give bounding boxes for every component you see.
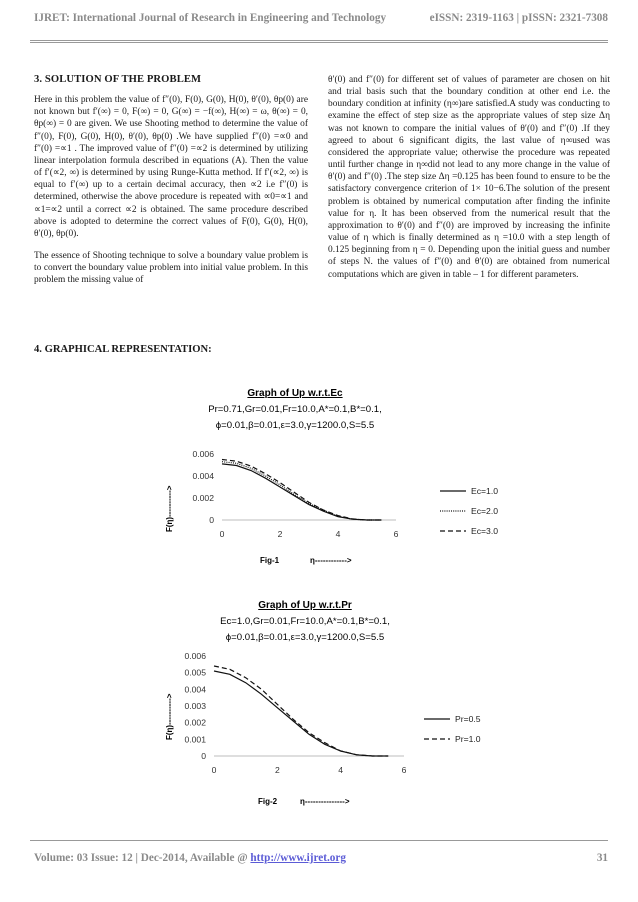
x-axis-label: η--------------->	[300, 797, 350, 806]
chart-subtitle-2: ϕ=0.01,β=0.01,ε=3.0,γ=1200.0,S=5.5	[215, 420, 375, 431]
journal-link[interactable]: http://www.ijret.org	[250, 852, 346, 864]
series-line	[214, 671, 388, 756]
footer-divider	[30, 840, 608, 841]
left-column	[34, 74, 308, 297]
header-divider	[30, 40, 608, 43]
y-tick-label: 0.004	[184, 684, 206, 695]
x-tick-label: 4	[338, 765, 344, 775]
footer-volume	[34, 852, 346, 864]
x-tick-label: 4	[335, 529, 341, 539]
chart-subtitle-1: Pr=0.71,Gr=0.01,Fr=10.0,A*=0.1,B*=0.1,	[208, 404, 382, 415]
plot-area	[192, 449, 498, 539]
x-tick-label: 2	[274, 765, 280, 775]
y-tick-label: 0.005	[184, 667, 206, 678]
x-axis-label: η------------>	[310, 556, 352, 565]
y-axis-label: F(η)---------->	[165, 693, 174, 740]
x-tick-label: 0	[219, 529, 225, 539]
y-tick-label: 0.002	[184, 717, 206, 728]
legend-label: Ec=2.0	[471, 506, 498, 516]
right-column	[328, 74, 610, 291]
right-column-paragraph: θ′(0) and f″(0) for different set of values of parameter are chosen on hit and trial basis such that the boundary condition at other end i.e. the boundary condition at infinity (η∞)are satisfied.A study was conducting to examine the effect of step size as the appropriate values of step size Δη was not known to compare the initial values of θ′(0) and f″(0) .If they agreed to about 6 significant digits, the last value of η∞used was considered the appropriate value; otherwise the procedure was repeated until further change in η∞did not lead to any more change in the value of θ′(0) and f″(0) .The step size Δη =0.125 has been found to ensure to be the satisfactory convergence criterion of 1× 10−6.The solution of the present problem is obtained by numerical computation after finding the infinite value for η. It has been observed from the numerical result that the approximation to θ′(0) and f″(0) are improved by increasing the infinite value of η which is finally determined as η =10.0 with a step length of 0.125 beginning from η = 0. Depending upon the initial guess and number of steps N. the values of f″(0) and θ′(0) are obtained from numerical computations which are given in table – 1 for different parameters.	[328, 75, 610, 280]
series-line	[222, 464, 382, 520]
y-tick-label: 0.002	[192, 493, 214, 503]
figure-caption: Fig-2	[258, 797, 278, 806]
page-footer	[34, 852, 608, 864]
y-tick-label: 0	[209, 515, 214, 525]
page-number: 31	[596, 852, 608, 864]
legend-label: Ec=1.0	[471, 486, 498, 496]
series-line	[222, 462, 382, 520]
y-tick-label: 0.003	[184, 701, 206, 711]
section-3-paragraph-1: Here in this problem the value of f″(0), F(0), G(0), H(0), θ′(0), θp(0) are not known but f′(∞) = 0, F(∞) = 0, G(∞) = −f(∞), H(∞) = ω, θ(∞) = 0, θp(∞) = 0 are given. We use Shooting method to determine the value of f″(0), F(0), G(0), H(0), θ′(0), θp(0) .We have supplied f″(0) =∝0 and f″(0) =∝1 . The improved value of f″(0) =∝2 is determined by utilizing linear interpolation formula described in equations (A). Then the value of f′(∝2, ∞) is determined by using Runge-Kutta method. If f′(∝2, ∞) is equal to f′(∞) up to a certain decimal accuracy, then ∝2 i.e f″(0) is determined, otherwise the above procedure is repeated with ∝0=∝1 and ∝1=∝2 until a correct ∝2 is obtained. The same procedure described above is adopted to determine the correct values of F(0), G(0), H(0), θ′(0), θp(0).	[34, 95, 308, 239]
y-tick-label: 0.006	[192, 449, 214, 459]
y-axis-label: F(η)---------->	[165, 485, 174, 532]
journal-name: IJRET: International Journal of Research in Engineering and Technology	[34, 12, 387, 24]
section-3-paragraph-2: The essence of Shooting technique to solve a boundary value problem is to convert the boundary value problem into initial value problem. In this problem the missing value of	[34, 251, 308, 286]
y-tick-label: 0.001	[184, 734, 206, 745]
figure-caption: Fig-1	[260, 556, 280, 565]
y-tick-label: 0	[201, 751, 206, 761]
section-3-title: 3. SOLUTION OF THE PROBLEM	[34, 74, 202, 85]
y-tick-label: 0.006	[184, 651, 206, 661]
x-tick-label: 0	[211, 765, 217, 775]
x-tick-label: 6	[393, 529, 399, 539]
legend-label: Pr=0.5	[455, 714, 481, 724]
figure-1-chart	[150, 382, 530, 568]
legend-label: Pr=1.0	[455, 734, 481, 744]
page-header	[34, 12, 608, 36]
chart-subtitle-2: ϕ=0.01,β=0.01,ε=3.0,γ=1200.0,S=5.5	[225, 632, 385, 643]
issn-text: eISSN: 2319-1163 | pISSN: 2321-7308	[429, 12, 608, 24]
figure-2-chart	[150, 594, 530, 810]
plot-area	[184, 651, 480, 775]
x-tick-label: 2	[277, 529, 283, 539]
chart-title: Graph of Up w.r.t.Ec	[247, 388, 343, 399]
y-tick-label: 0.004	[192, 471, 214, 481]
chart-title: Graph of Up w.r.t.Pr	[258, 600, 352, 611]
legend-label: Ec=3.0	[471, 526, 498, 536]
x-tick-label: 6	[401, 765, 407, 775]
section-4-title: 4. GRAPHICAL REPRESENTATION:	[34, 344, 212, 355]
footer-volume-text: Volume: 03 Issue: 12 | Dec-2014, Available @	[34, 852, 248, 864]
chart-subtitle-1: Ec=1.0,Gr=0.01,Fr=10.0,A*=0.1,B*=0.1,	[220, 616, 390, 627]
